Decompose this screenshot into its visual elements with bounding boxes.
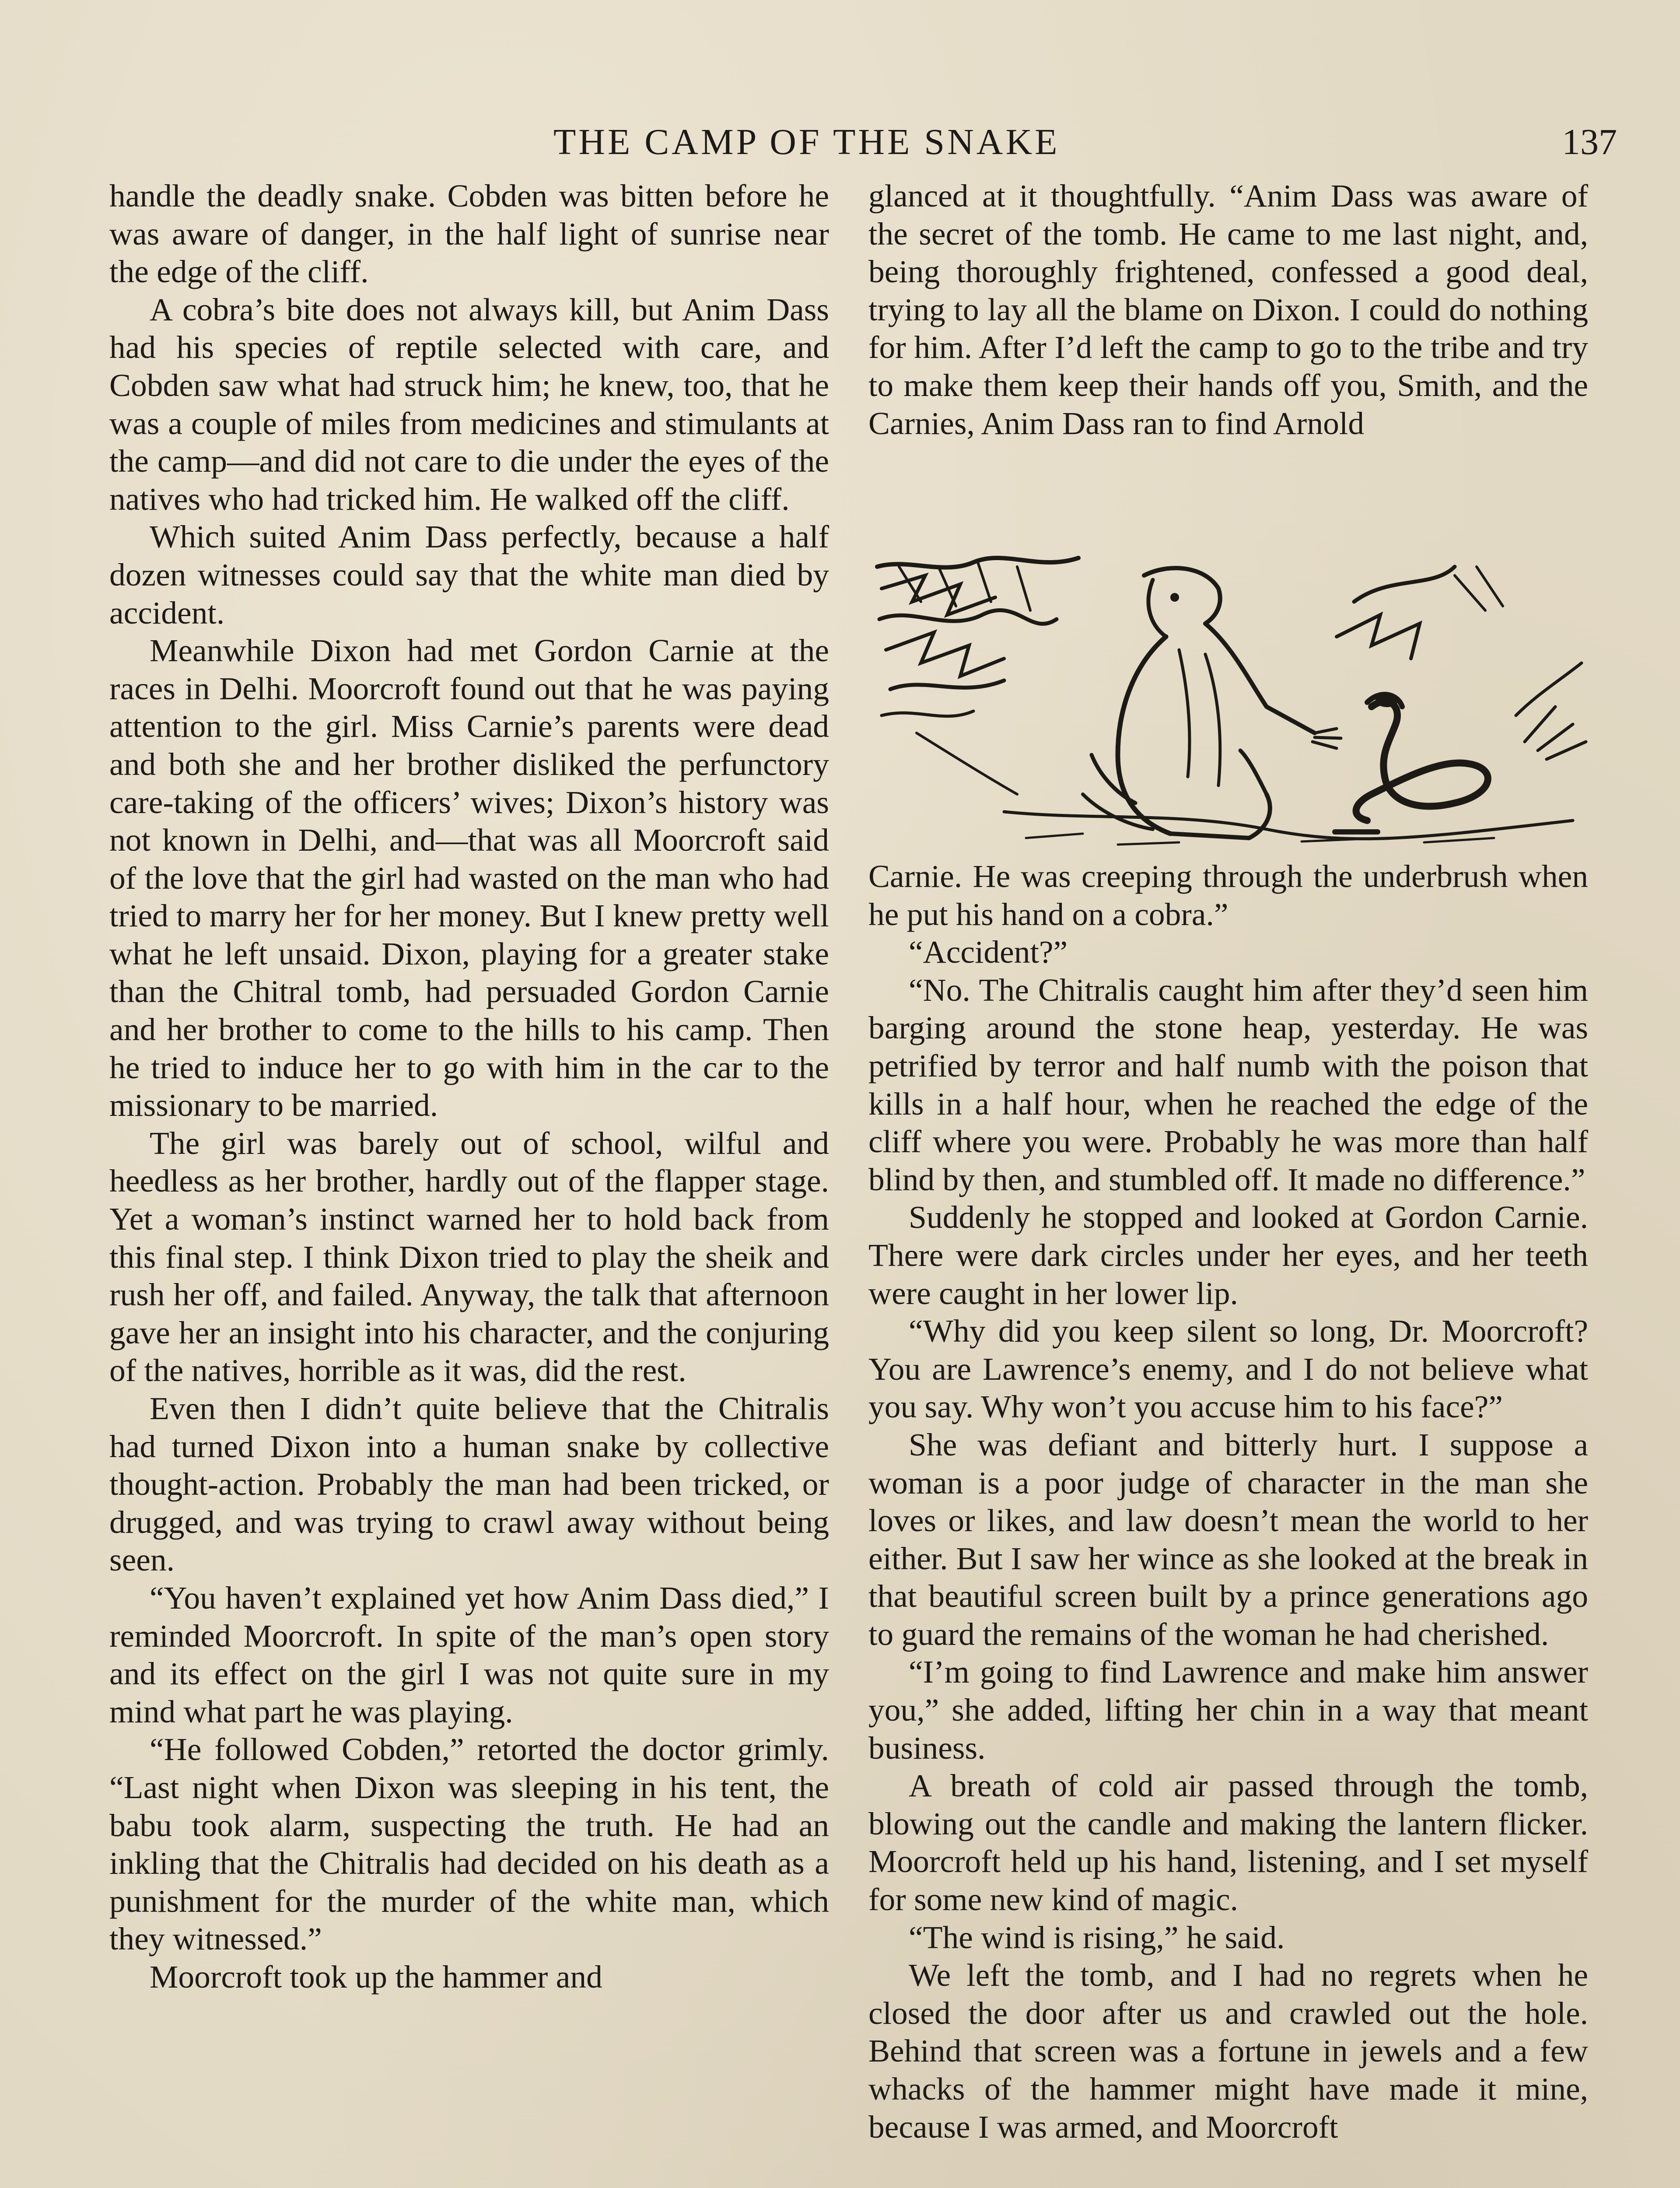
paragraph: Meanwhile Dixon had met Gordon Carnie at the races in Delhi. Moorcroft found out that he was paying attention to the girl. Miss Carnie’s parents were dead and both she and her brother disliked the perfunctory care-taking of the officers’ wives; Dixon’s history was not known in Delhi, and—that was all Moorcroft said of the love that the girl had wasted on the man who had tried to marry her for her money. But I knew pretty well what he left unsaid. Dixon, playing for a greater stake than the Chitral tomb, had persuaded Gordon Carnie and her brother to come to the hills to his camp. Then he tried to induce her to go with him in the car to the missionary to be married.: [109, 633, 829, 1123]
paragraph: Even then I didn’t quite believe that the Chitralis had turned Dixon into a human snake by collective thought-action. Probably the man had been tricked, or drugged, and was trying to crawl away without being seen.: [109, 1391, 829, 1578]
running-title: THE CAMP OF THE SNAKE: [553, 122, 1060, 162]
right-column-continued: [868, 858, 1588, 2146]
paragraph: “Accident?”: [909, 934, 1068, 970]
running-head: [0, 118, 1680, 166]
right-column: [868, 177, 1588, 2145]
paragraph: She was defiant and bitterly hurt. I suppose a woman is a poor judge of character in the man she loves or likes, and law doesn’t mean the world to her either. But I saw her wince as she looked at the break in that beautiful screen built by a prince generations ago to guard the remains of the woman he had cherished.: [868, 1427, 1588, 1652]
paragraph: A cobra’s bite does not always kill, but Anim Dass had his species of reptile selected with care, and Cobden saw what had struck him; he knew, too, that he was a couple of miles from medicines and stimulants at the camp—and did not care to die under the eyes of the natives who had tricked him. He walked off the cliff.: [109, 291, 829, 517]
paragraph: “He followed Cobden,” retorted the doctor grimly. “Last night when Dixon was sleeping in his tent, the babu took alarm, suspecting the truth. He had an inkling that the Chitralis had decided on his death as a punishment for the murder of the white man, which they witnessed.”: [109, 1732, 829, 1957]
paragraph: handle the deadly snake. Cobden was bitten before he was aware of danger, in the half light of sunrise near the edge of the cliff.: [109, 178, 829, 290]
paragraph: Carnie. He was creeping through the underbrush when he put his hand on a cobra.”: [868, 859, 1588, 932]
snake-illustration: [873, 549, 1590, 851]
page-number: 137: [1562, 122, 1617, 162]
paragraph: Moorcroft took up the hammer and: [150, 1959, 602, 1995]
paragraph: “You haven’t explained yet how Anim Dass died,” I reminded Moorcroft. In spite of the man’s open story and its effect on the girl I was not quite sure in my mind what part he was playing.: [109, 1580, 829, 1729]
left-column: [109, 177, 829, 1996]
paragraph: We left the tomb, and I had no regrets when he closed the door after us and crawled out the hole. Behind that screen was a fortune in jewels and a few whacks of the hammer might have made it mine, because I was armed, and Moorcroft: [868, 1957, 1588, 2145]
man-reaching-for-cobra-drawing: [873, 549, 1590, 851]
paragraph: glanced at it thoughtfully. “Anim Dass was aware of the secret of the tomb. He came to me last night, and, being thoroughly frightened, confessed a good deal, trying to lay all the blame on Dixon. I could do nothing for him. After I’d left the camp to go to the tribe and try to make them keep their hands off you, Smith, and the Carnies, Anim Dass ran to find Arnold: [868, 178, 1588, 441]
paragraph: Which suited Anim Dass perfectly, because a half dozen witnesses could say that the white man died by accident.: [109, 519, 829, 631]
paragraph: “No. The Chitralis caught him after they’d seen him barging around the stone heap, yesterday. He was petrified by terror and half numb with the poison that kills in a half hour, when he reached the edge of the cliff where you were. Probably he was more than half blind by then, and stumbled off. It made no difference.”: [868, 972, 1588, 1197]
paragraph: “The wind is rising,” he said.: [909, 1919, 1285, 1955]
paragraph: The girl was barely out of school, wilful and heedless as her brother, hardly out of the flapper stage. Yet a woman’s instinct warned her to hold back from this final step. I think Dixon tried to play the sheik and rush her off, and failed. Anyway, the talk that afternoon gave her an insight into his character, and the conjuring of the natives, horrible as it was, did the rest.: [109, 1125, 829, 1389]
paragraph: “Why did you keep silent so long, Dr. Moorcroft? You are Lawrence’s enemy, and I do not believe what you say. Why won’t you accuse him to his face?”: [868, 1313, 1588, 1425]
paragraph: A breath of cold air passed through the tomb, blowing out the candle and making the lantern flicker. Moorcroft held up his hand, listening, and I set myself for some new kind of magic.: [868, 1768, 1588, 1918]
paragraph: Suddenly he stopped and looked at Gordon Carnie. There were dark circles under her eyes, and her teeth were caught in her lower lip.: [868, 1199, 1588, 1311]
paragraph: “I’m going to find Lawrence and make him answer you,” she added, lifting her chin in a way that meant business.: [868, 1654, 1588, 1766]
